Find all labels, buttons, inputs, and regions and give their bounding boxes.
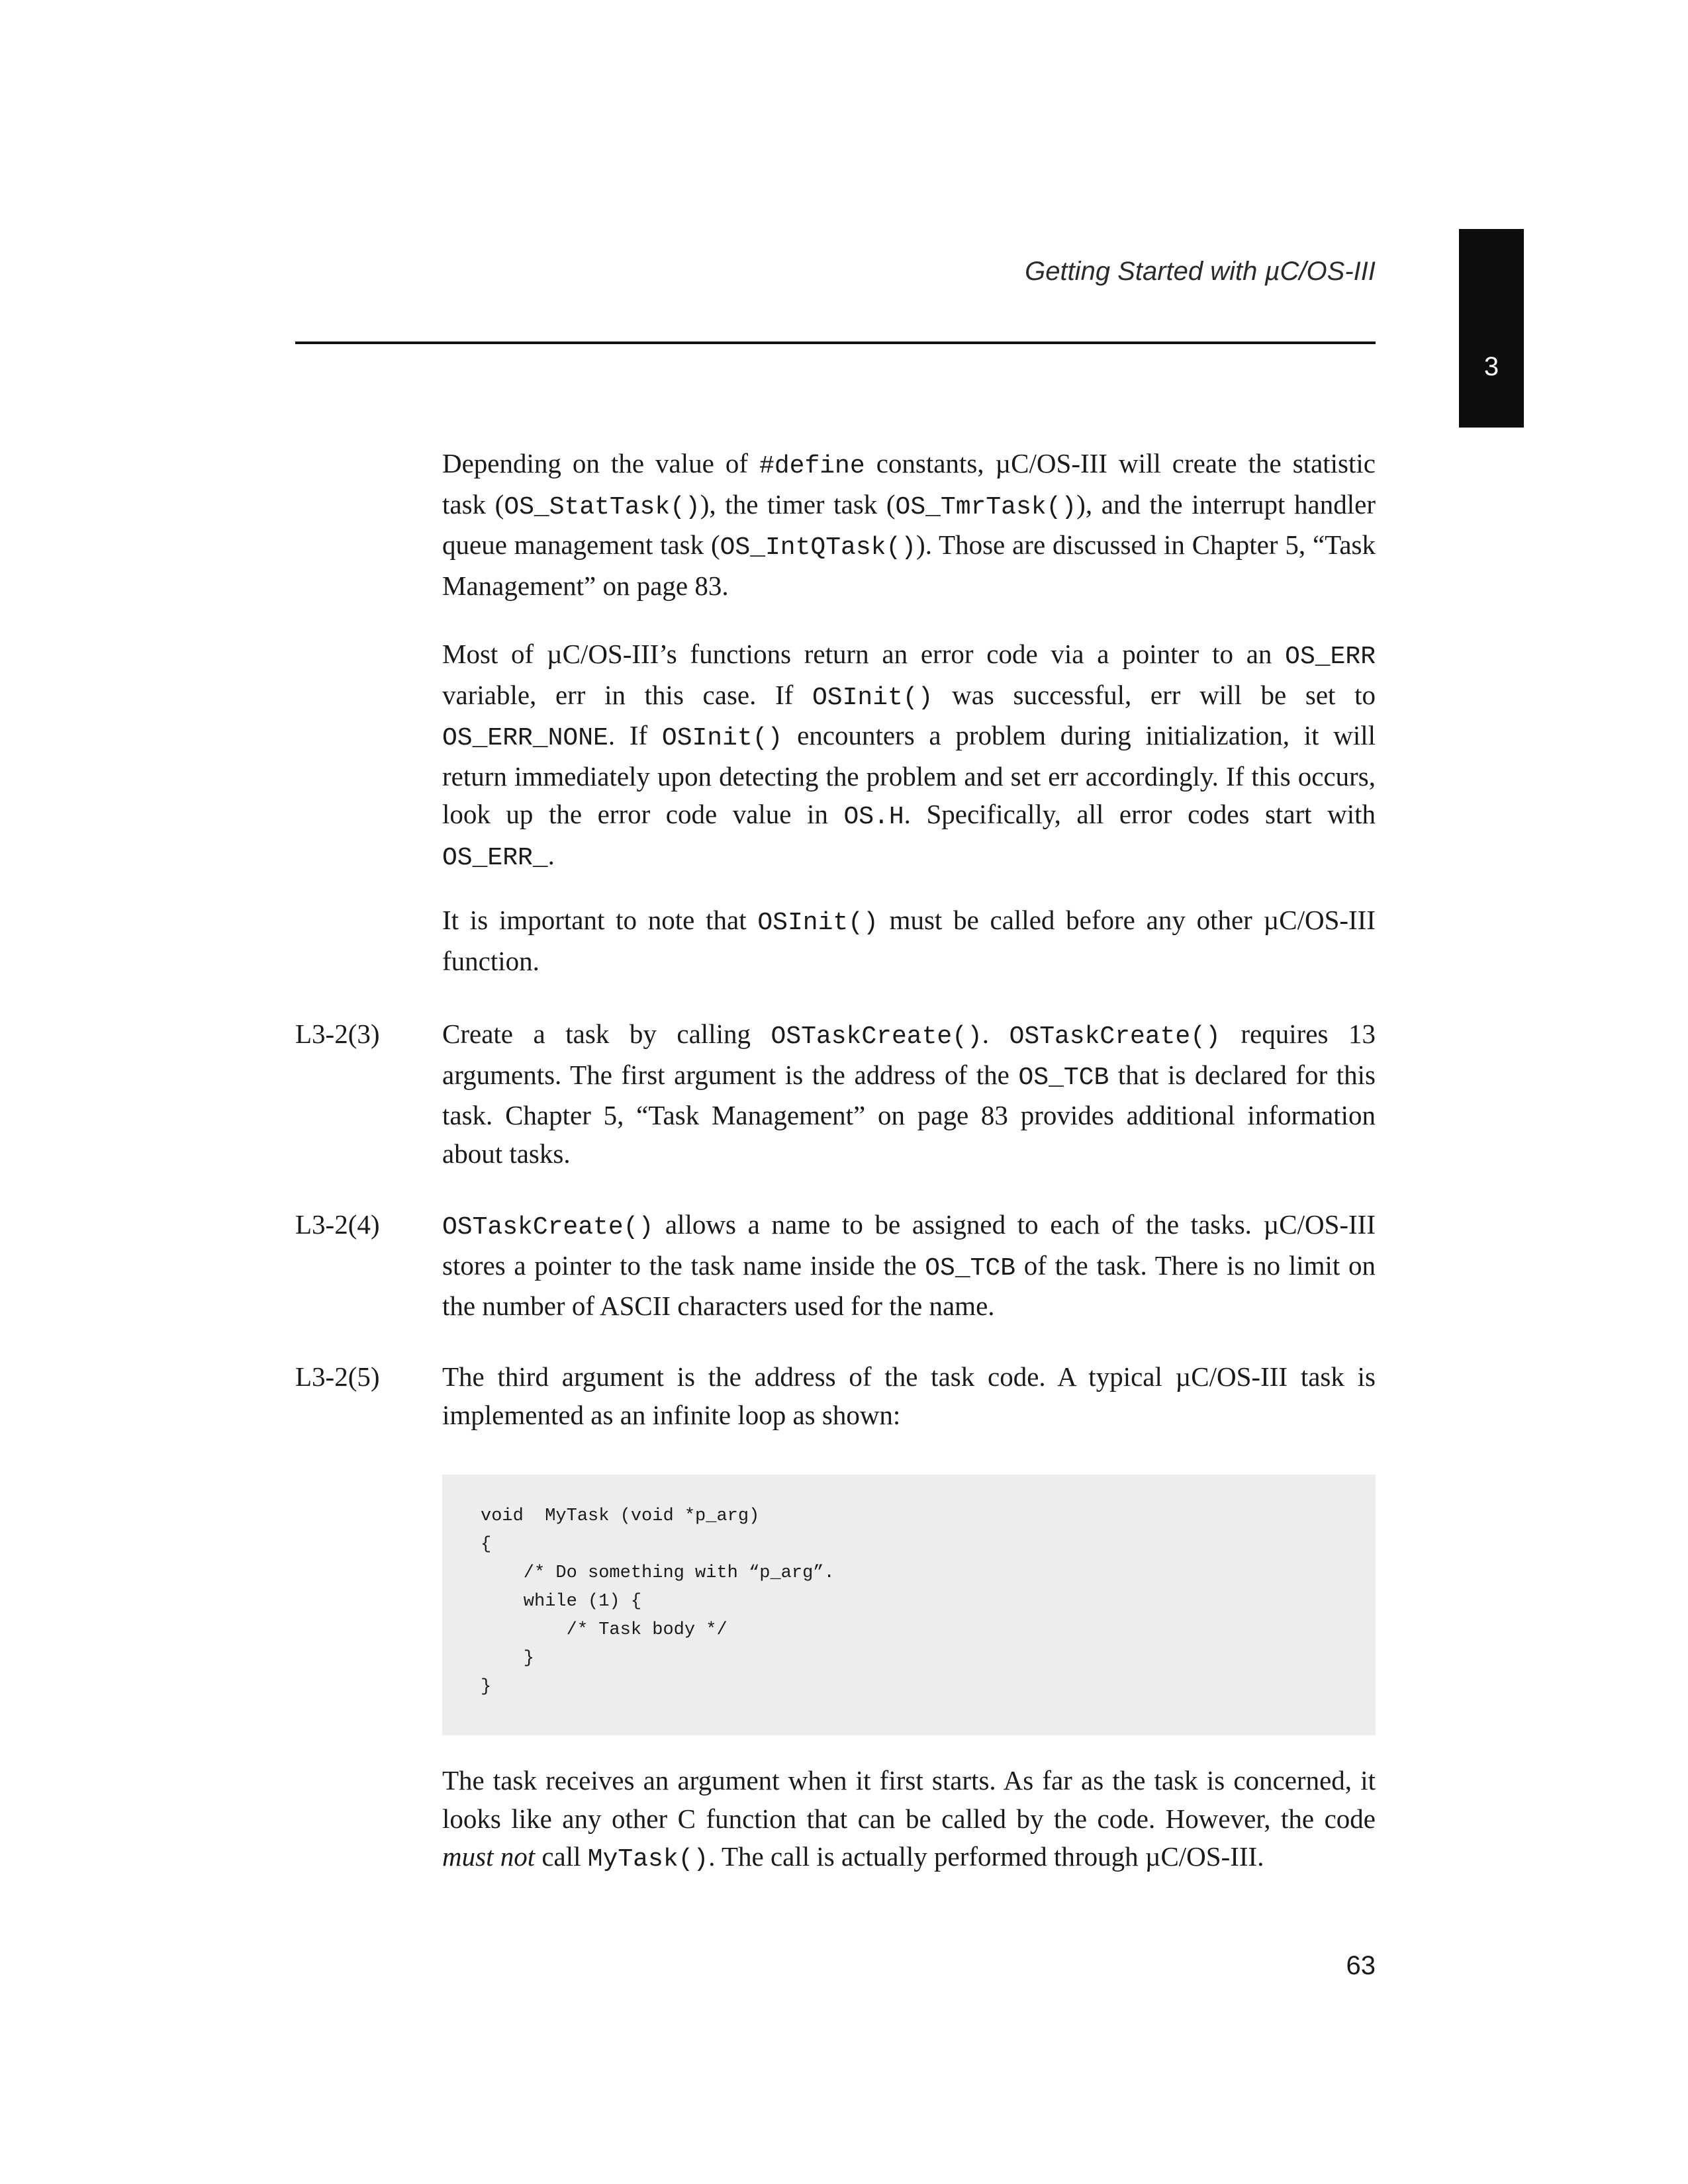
- code-os-h: OS.H: [843, 803, 904, 832]
- chapter-tab-number: 3: [1483, 352, 1499, 381]
- listing-ref-l3-2-4: L3-2(4): [295, 1209, 380, 1240]
- paragraph-task-code: The third argument is the address of the task code. A typical µC/OS-III task is implemented as an infinite loop as shown:: [442, 1361, 1376, 1430]
- chapter-tab: [1459, 229, 1524, 428]
- page-number: 63: [1346, 1951, 1376, 1980]
- paragraph-error-codes: Most of µC/OS-III’s functions return an error code via a pointer to an OS_ERR variable, err in this case. If OSInit() was successful, err will be set to OS_ERR_NONE. If OSInit() encounters a problem during initialization, it will return immediately upon detecting the problem and set err accordingly. If this occurs, look up the error code value in OS.H. Specifically, all error codes start with OS_ERR_.: [442, 639, 1376, 872]
- paragraph-create-task: Create a task by calling OSTaskCreate(). OSTaskCreate() requires 13 arguments. The first argument is the address of the OS_TCB that is declared for this task. Chapter 5, “Task Management” on page 83 provides additional information about tasks.: [442, 1019, 1376, 1169]
- code-define: #define: [759, 452, 865, 480]
- code-osinit-2: OSInit(): [661, 724, 783, 753]
- paragraph-task-argument: The task receives an argument when it first starts. As far as the task is concerned, it looks like any other C function that can be called by the code. However, the code must not call MyTask(). The call is actually performed through µC/OS-III.: [442, 1765, 1376, 1874]
- header-rule: [295, 341, 1376, 344]
- code-os-intqtask: OS_IntQTask(): [720, 533, 917, 563]
- code-ostaskcreate: OSTaskCreate(): [771, 1023, 982, 1051]
- emphasis-must-not: must not: [442, 1841, 536, 1872]
- code-os-err-none: OS_ERR_NONE: [442, 724, 608, 753]
- paragraph-statistic-task: Depending on the value of #define constants, µC/OS-III will create the statistic task (OS_StatTask()), the timer task (OS_TmrTask()), and the interrupt handler queue management task (OS_IntQTask()). Those are discussed in Chapter 5, “Task Management” on page 83.: [442, 448, 1376, 601]
- listing-ref-l3-2-5: L3-2(5): [295, 1361, 380, 1392]
- code-os-tcb-2: OS_TCB: [925, 1253, 1016, 1283]
- code-ostaskcreate-3: OSTaskCreate(): [442, 1213, 654, 1242]
- code-mytask: MyTask(): [587, 1845, 709, 1874]
- listing-ref-l3-2-3: L3-2(3): [295, 1019, 380, 1049]
- code-listing-block: [442, 1475, 1376, 1735]
- code-os-stattask: OS_StatTask(): [504, 492, 700, 522]
- paragraph-osinit-note: It is important to note that OSInit() must be called before any other µC/OS-III function.: [442, 905, 1376, 976]
- paragraph-task-name: OSTaskCreate() allows a name to be assigned to each of the tasks. µC/OS-III stores a pointer to the task name inside the OS_TCB of the task. There is no limit on the number of ASCII characters used for the name.: [442, 1209, 1376, 1322]
- code-os-err: OS_ERR: [1285, 643, 1376, 671]
- code-osinit-3: OSInit(): [757, 909, 878, 937]
- running-header: Getting Started with µC/OS-III: [1025, 257, 1376, 286]
- code-os-err-prefix: OS_ERR_: [442, 843, 548, 872]
- code-listing: void MyTask (void *p_arg) { /* Do something with “p_arg”. while (1) { /* Task body */ } }: [481, 1506, 835, 1697]
- code-osinit: OSInit(): [812, 683, 933, 712]
- code-ostaskcreate-2: OSTaskCreate(): [1009, 1023, 1221, 1051]
- code-os-tmrtask: OS_TmrTask(): [895, 492, 1077, 522]
- code-os-tcb: OS_TCB: [1018, 1063, 1109, 1092]
